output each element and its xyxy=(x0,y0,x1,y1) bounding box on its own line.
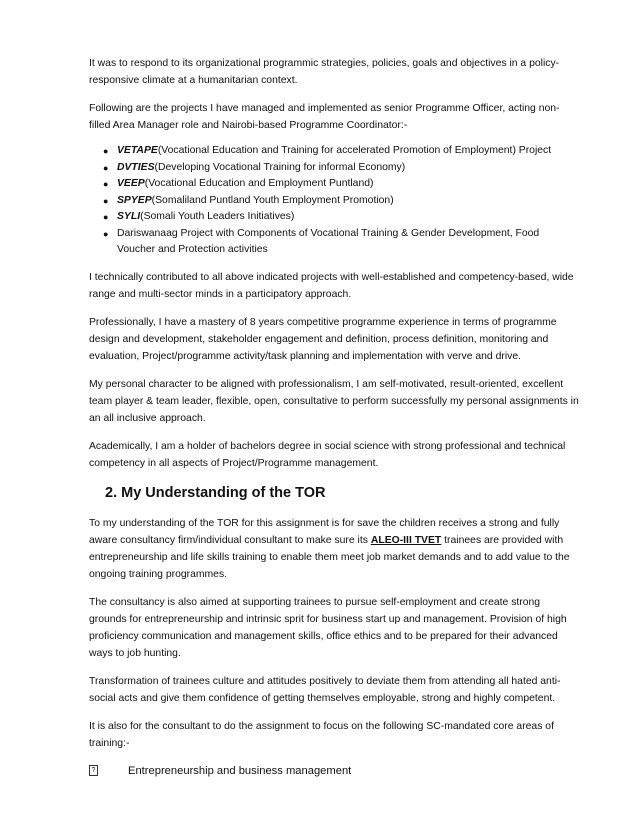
bullet-icon: ● xyxy=(103,228,109,239)
list-item xyxy=(89,193,579,210)
project-description: Dariswanaag Project with Components of Vocational Training & Gender Development, Food Voucher and Protection activities xyxy=(117,227,540,255)
project-description: (Vocational Education and Employment Puntland) xyxy=(144,178,374,189)
list-item xyxy=(89,176,579,193)
bullet-icon: ● xyxy=(103,212,109,222)
bullet-icon: ● xyxy=(103,195,109,206)
project-description: (Vocational Education and Training for accelerated Promotion of Employment) Project xyxy=(157,145,552,156)
section-heading: 2. My Understanding of the TOR xyxy=(105,484,326,501)
paragraph-consultancy-aim: The consultancy is also aimed at supporting trainees to pursue self-employment and create strong grounds for entrepreneurship and intrinsic sprit for business start up and management. Provision of high proficiency communication and management skills, office ethics and to be prepared for their advanced ways to job hunting. xyxy=(89,596,567,659)
paragraph-contribution: I technically contributed to all above indicated projects with well-established and competency-based, wide range and multi-sector minds in a participatory approach. xyxy=(89,271,574,300)
project-description: (Somaliland Puntland Youth Employment Promotion) xyxy=(151,194,394,206)
missing-glyph-icon: ? xyxy=(89,765,98,776)
paragraph-tor-understanding xyxy=(89,515,579,583)
list-item xyxy=(89,160,579,177)
paragraph-core-areas-intro: It is also for the consultant to do the assignment to focus on the following SC-mandated core areas of training:- xyxy=(89,720,554,749)
project-description: (Somali Youth Leaders Initiatives) xyxy=(140,211,295,222)
paragraph-personal: My personal character to be aligned with professionalism, I am self-motivated, result-oriented, excellent team player & team leader, flexible, open, consultative to perform successfully my personal assignments in an all inclusive approach. xyxy=(89,378,579,424)
paragraph-professional: Professionally, I have a mastery of 8 years competitive programme experience in terms of programme design and development, stakeholder engagement and definition, process definition, monitoring and evaluation, Project/programme activity/task planning and implementation with verve and drive. xyxy=(89,316,557,362)
paragraph-projects-intro: Following are the projects I have managed and implemented as senior Programme Officer, acting non-filled Area Manager role and Nairobi-based Programme Coordinator:- xyxy=(89,103,560,131)
paragraph-context: It was to respond to its organizational programmic strategies, policies, goals and objectives in a policy-responsive climate at a humanitarian context. xyxy=(89,58,560,86)
program-highlight: ALEO-III TVET xyxy=(370,534,442,546)
list-item xyxy=(89,226,579,259)
project-acronym: SYLI xyxy=(117,211,141,222)
list-item xyxy=(89,209,579,226)
project-acronym: DVTIES xyxy=(117,161,155,173)
paragraph-academic: Academically, I am a holder of bachelors degree in social science with strong professional and technical competency in all aspects of Project/Programme management. xyxy=(89,440,566,469)
project-acronym: SPYEP xyxy=(117,194,152,206)
list-item xyxy=(89,143,579,160)
paragraph-transformation: Transformation of trainees culture and attitudes positively to deviate them from attending all hated anti-social acts and give them confidence of getting themselves employable, strong and highly competent. xyxy=(89,675,561,704)
project-description: (Developing Vocational Training for informal Economy) xyxy=(154,161,406,173)
text-segment: To my understanding of the TOR for this assignment is for save the children receives a strong and fully aware consultancy firm/individual consultant to make sure its xyxy=(89,517,560,546)
projects-list xyxy=(89,143,579,259)
bullet-icon: ● xyxy=(103,162,109,173)
project-acronym: VETAPE xyxy=(117,145,158,156)
core-area-item xyxy=(89,763,579,779)
bullet-icon: ● xyxy=(103,179,109,189)
text-segment: trainees are provided with entrepreneurship and life skills training to enable them meet job market demands and to add value to the ongoing training programmes. xyxy=(89,534,570,580)
project-acronym: VEEP xyxy=(117,178,145,189)
core-area-label: Entrepreneurship and business management xyxy=(128,764,352,777)
bullet-icon: ● xyxy=(103,146,109,156)
document-page xyxy=(89,55,579,779)
